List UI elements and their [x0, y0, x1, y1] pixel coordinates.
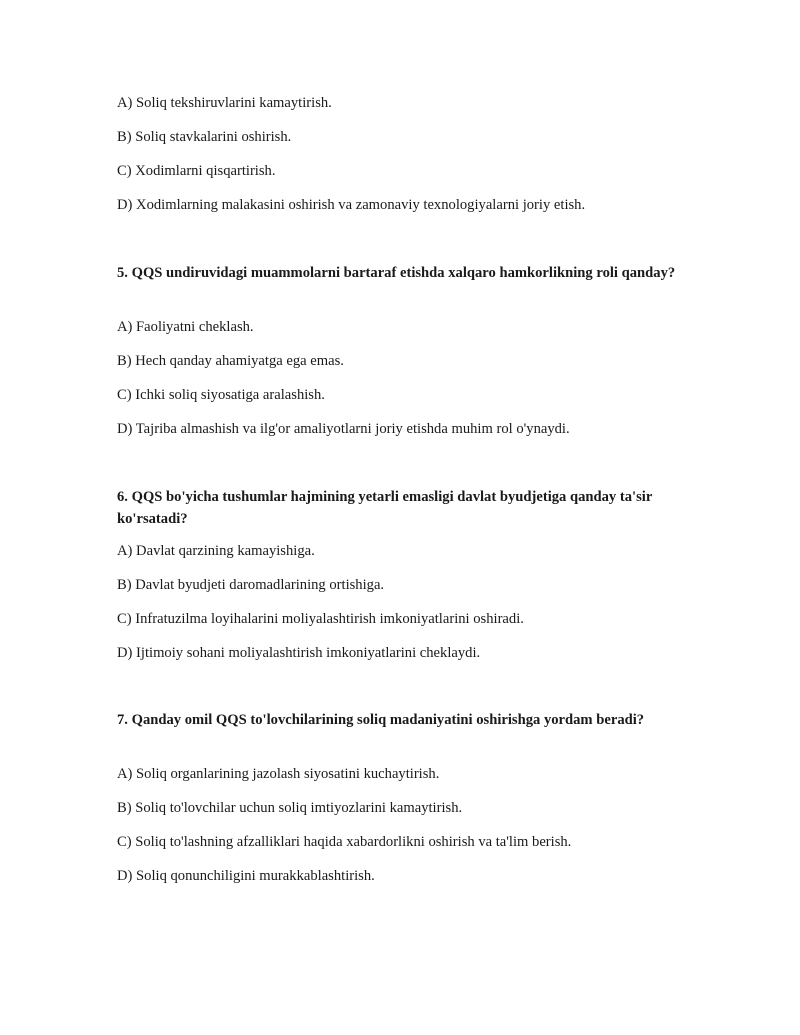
question-5: 5. QQS undiruvidagi muammolarni bartaraf etishda xalqaro hamkorlikning roli qanday?: [117, 265, 676, 281]
option-c: C) Ichki soliq siyosatiga aralashish.: [117, 387, 325, 403]
option-c: C) Xodimlarni qisqartirish.: [117, 163, 276, 179]
option-b: B) Soliq stavkalarini oshirish.: [117, 129, 292, 145]
question-7: 7. Qanday omil QQS to'lovchilarining soliq madaniyatini oshirishga yordam beradi?: [117, 712, 645, 728]
option-c: C) Soliq to'lashning afzalliklari haqida xabardorlikni oshirish va ta'lim berish.: [117, 834, 572, 850]
option-a: A) Faoliyatni cheklash.: [117, 319, 254, 335]
option-d: D) Tajriba almashish va ilg'or amaliyotlarni joriy etishda muhim rol o'ynaydi.: [117, 421, 570, 437]
option-a: A) Soliq tekshiruvlarini kamaytirish.: [117, 95, 332, 111]
option-b: B) Hech qanday ahamiyatga ega emas.: [117, 353, 344, 369]
option-b: B) Soliq to'lovchilar uchun soliq imtiyozlarini kamaytirish.: [117, 800, 463, 816]
option-d: D) Soliq qonunchiligini murakkablashtirish.: [117, 868, 375, 884]
option-d: D) Xodimlarning malakasini oshirish va zamonaviy texnologiyalarni joriy etish.: [117, 197, 586, 213]
option-b: B) Davlat byudjeti daromadlarining ortishiga.: [117, 577, 385, 593]
option-a: A) Soliq organlarining jazolash siyosatini kuchaytirish.: [117, 766, 440, 782]
option-d: D) Ijtimoiy sohani moliyalashtirish imkoniyatlarini cheklaydi.: [117, 645, 481, 661]
question-6: 6. QQS bo'yicha tushumlar hajmining yetarli emasligi davlat byudjetiga qanday ta'sir ko'rsatadi?: [117, 489, 653, 527]
option-a: A) Davlat qarzining kamayishiga.: [117, 543, 315, 559]
option-c: C) Infratuzilma loyihalarini moliyalashtirish imkoniyatlarini oshiradi.: [117, 611, 524, 627]
